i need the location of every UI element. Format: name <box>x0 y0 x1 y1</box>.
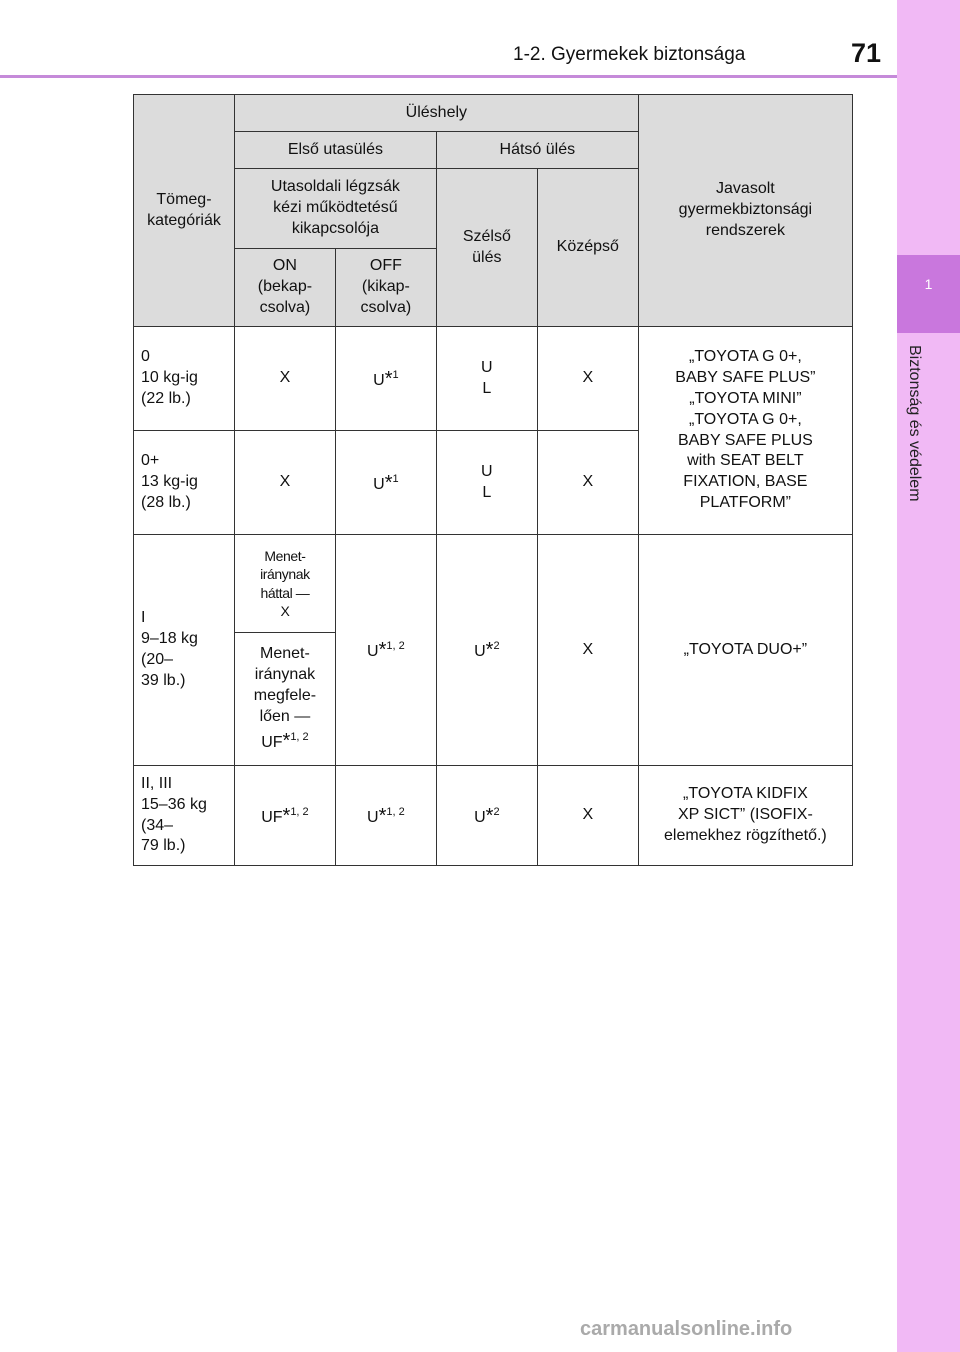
header-airbag-switch: Utasoldali légzsák kézi működtetésű kikapcsolója <box>234 169 436 249</box>
cell-airbag-on-forward-facing: Menet- iránynak megfele- lően — UF*$^{1, 2}$ <box>234 633 335 766</box>
cell-outer: U*$^2$ <box>436 535 537 766</box>
header-rear-seat: Hátsó ülés <box>436 132 638 169</box>
cell-center: X <box>537 431 638 535</box>
header-center-seat: Középső <box>537 169 638 327</box>
cell-airbag-on: UF*$^{1, 2}$ <box>234 766 335 866</box>
cell-airbag-off: U*$^{1, 2}$ <box>335 766 436 866</box>
page-number: 71 <box>851 38 882 68</box>
cell-airbag-off: U*$^1$ <box>335 327 436 431</box>
side-chapter-label: Biztonság és védelem <box>906 345 923 502</box>
footnote-star: * <box>384 367 393 390</box>
footnote-star: * <box>282 729 291 752</box>
header-front-seat: Első utasülés <box>234 132 436 169</box>
cell-airbag-on: X <box>234 327 335 431</box>
cell-airbag-off: U*$^1$ <box>335 431 436 535</box>
table-row <box>134 766 853 866</box>
footnote-star: * <box>282 804 291 827</box>
footnote-star: * <box>384 471 393 494</box>
side-chapter-marker <box>897 255 960 333</box>
cell-center: X <box>537 535 638 766</box>
header-recommended: Javasolt gyermekbiztonsági rendszerek <box>638 95 852 327</box>
table-row <box>134 327 853 431</box>
cell-airbag-on: X <box>234 431 335 535</box>
cell-center: X <box>537 766 638 866</box>
header-seat-position: Üléshely <box>234 95 638 132</box>
cell-recommended: „TOYOTA KIDFIX XP SICT” (ISOFIX- elemekhez rögzíthető.) <box>638 766 852 866</box>
table-row <box>134 535 853 633</box>
cell-outer: U L <box>436 327 537 431</box>
header-airbag-off: OFF (kikap- csolva) <box>335 249 436 327</box>
side-tab <box>897 0 960 1352</box>
child-seat-table <box>133 94 853 866</box>
cell-recommended: „TOYOTA DUO+” <box>638 535 852 766</box>
cell-center: X <box>537 327 638 431</box>
footnote-star: * <box>485 639 494 661</box>
cell-category: I 9–18 kg (20– 39 lb.) <box>134 535 235 766</box>
cell-category: II, III 15–36 kg (34– 79 lb.) <box>134 766 235 866</box>
cell-airbag-on-rear-facing: Menet- iránynak háttal — X <box>234 535 335 633</box>
cell-recommended: „TOYOTA G 0+, BABY SAFE PLUS” „TOYOTA MINI” „TOYOTA G 0+, BABY SAFE PLUS with SEAT BELT FIXATION, BASE PLATFORM” <box>638 327 852 535</box>
cell-airbag-off: U*$^{1, 2}$ <box>335 535 436 766</box>
cell-outer: U*$^2$ <box>436 766 537 866</box>
section-title: 1-2. Gyermekek biztonsága <box>513 44 746 65</box>
header-rule <box>0 75 897 78</box>
cell-category: 0+ 13 kg-ig (28 lb.) <box>134 431 235 535</box>
footnote-star: * <box>378 639 387 661</box>
cell-category: 0 10 kg-ig (22 lb.) <box>134 327 235 431</box>
watermark: carmanualsonline.info <box>580 1318 793 1340</box>
footnote-star: * <box>485 804 494 827</box>
header-airbag-on: ON (bekap- csolva) <box>234 249 335 327</box>
header-outer-seat: Szélső ülés <box>436 169 537 327</box>
footnote-star: * <box>378 804 387 827</box>
cell-outer: U L <box>436 431 537 535</box>
header-weight-category: Tömeg- kategóriák <box>134 95 235 327</box>
side-chapter-number: 1 <box>924 276 933 292</box>
